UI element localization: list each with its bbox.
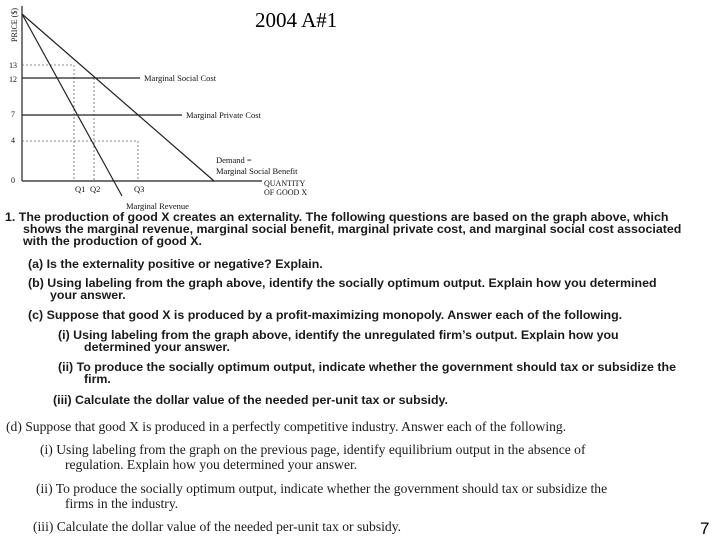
slide-title: 2004 A#1 bbox=[255, 8, 338, 32]
intro-line-3: with the production of good X. bbox=[23, 234, 202, 248]
y-tick-7: 7 bbox=[11, 110, 15, 119]
x-axis-label-2: OF GOOD X bbox=[264, 188, 308, 197]
question-a: (a) Is the externality positive or negative? Explain. bbox=[28, 257, 323, 271]
x-axis-label-1: QUANTITY bbox=[264, 179, 306, 188]
intro-line-2: shows the marginal revenue, marginal social benefit, marginal private cost, and marginal social cost associated bbox=[23, 222, 682, 236]
question-d-ii-line-2: firms in the industry. bbox=[65, 496, 179, 511]
demand-label-2: Marginal Social Benefit bbox=[216, 166, 298, 176]
question-c-ii-line-2: firm. bbox=[84, 372, 111, 386]
y-tick-0: 0 bbox=[11, 176, 15, 185]
page-number: 7 bbox=[700, 519, 710, 538]
y-tick-12: 12 bbox=[9, 75, 17, 84]
question-c-i-line-2: determined your answer. bbox=[84, 340, 230, 354]
question-d-i-line-1: (i) Using labeling from the graph on the previous page, identify equilibrium output in the absence of bbox=[40, 442, 586, 457]
msc-label: Marginal Social Cost bbox=[144, 73, 217, 83]
externality-graph bbox=[0, 0, 720, 215]
question-b-line-1: (b) Using labeling from the graph above, identify the socially optimum output. Explain how you determined bbox=[28, 276, 657, 290]
y-tick-13: 13 bbox=[9, 61, 17, 70]
demand-label-1: Demand = bbox=[216, 155, 252, 165]
x-tick-q3: Q3 bbox=[134, 184, 145, 194]
question-d: (d) Suppose that good X is produced in a perfectly competitive industry. Answer each of the following. bbox=[6, 419, 567, 434]
question-c-iii: (iii) Calculate the dollar value of the needed per-unit tax or subsidy. bbox=[53, 393, 448, 407]
question-d-i-line-2: regulation. Explain how you determined your answer. bbox=[65, 457, 358, 472]
question-d-iii: (iii) Calculate the dollar value of the needed per-unit tax or subsidy. bbox=[33, 519, 402, 534]
question-b-line-2: your answer. bbox=[50, 288, 126, 302]
question-c: (c) Suppose that good X is produced by a profit-maximizing monopoly. Answer each of the following. bbox=[28, 308, 623, 322]
question-d-ii-line-1: (ii) To produce the socially optimum output, indicate whether the government should tax or subsidize the bbox=[36, 481, 608, 496]
question-c-ii-line-1: (ii) To produce the socially optimum output, indicate whether the government should tax or subsidize the bbox=[58, 360, 676, 374]
y-axis-label: PRICE ($) bbox=[10, 8, 19, 42]
mr-label: Marginal Revenue bbox=[126, 201, 189, 211]
mpc-label: Marginal Private Cost bbox=[186, 110, 261, 120]
x-tick-q2: Q2 bbox=[90, 184, 101, 194]
x-tick-q1: Q1 bbox=[75, 184, 86, 194]
marginal-revenue-curve bbox=[22, 14, 122, 196]
intro-line-1: 1. The production of good X creates an externality. The following questions are based on the graph above, which bbox=[5, 210, 669, 224]
y-tick-4: 4 bbox=[11, 136, 15, 145]
demand-curve bbox=[22, 14, 214, 181]
question-c-i-line-1: (i) Using labeling from the graph above, identify the unregulated firm’s output. Explain how you bbox=[58, 328, 619, 342]
